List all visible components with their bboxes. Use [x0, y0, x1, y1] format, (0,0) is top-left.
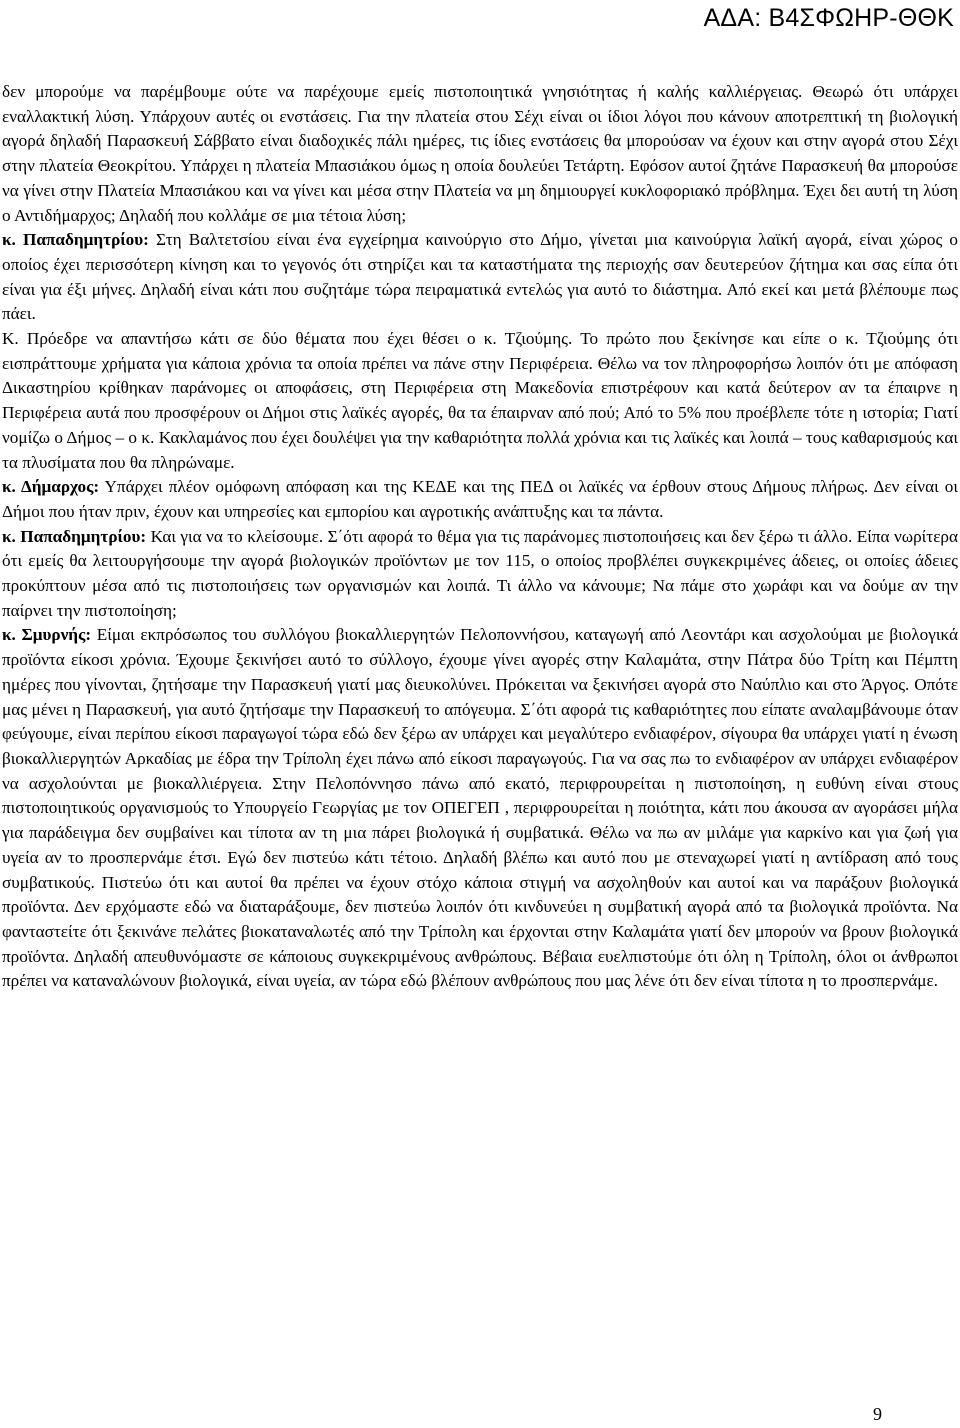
page-number: 9: [873, 1404, 882, 1424]
paragraph: [2, 475, 958, 524]
paragraph-text: δεν μπορούμε να παρέμβουμε ούτε να παρέχουμε εμείς πιστοποιητικά γνησιότητας ή καλής καλλιέργειας. Θεωρώ ότι υπάρχει εναλλακτική λύση. Υπάρχουν αυτές οι ενστάσεις. Για την πλατεία στου Σέχι είναι οι ίδιοι λόγοι που κάνουν αποτρεπτική τη βιολογική αγορά δηλαδή Παρασκευή Σάββατο είναι διαδοχικές πάλι ημέρες, τις ίδιες ενστάσεις θα μπορούσαν να έχουν και στην αγορά στου Σέχι στην πλατεία Θεοκρίτου. Υπάρχει η πλατεία Μπασιάκου όμως η οποία δουλεύει Τετάρτη. Εφόσον αυτοί ζητάνε Παρασκευή θα μπορούσε να γίνει στην Πλατεία Μπασιάκου και να γίνει και μέσα στην Πλατεία να μη δημιουργεί κυκλοφοριακό πρόβλημα. Έχει δει αυτή τη λύση ο Αντιδήμαρχος; Δηλαδή που κολλάμε σε μια τέτοια λύση;: [2, 82, 958, 225]
paragraph-text: Στη Βαλτετσίου είναι ένα εγχείρημα καινούργιο στο Δήμο, γίνεται μια καινούργια λαϊκή αγορά, είναι χώρος ο οποίος έχει περισσότερη κίνηση και το γεγονός ότι στηρίζει και τα καταστήματα της περιοχής σαν δευτερεύον ζήτημα και σας είπα ότι είναι για έξι μήνες. Δηλαδή είναι κάτι που συζητάμε τώρα πειραματικά εντελώς για αυτό το διάστημα. Από εκεί και μετά βλέπουμε πως πάει.: [2, 230, 959, 324]
paragraph: [2, 623, 958, 994]
paragraph: [2, 525, 958, 624]
paragraph-text: Κ. Πρόεδρε να απαντήσω κάτι σε δύο θέματα που έχει θέσει ο κ. Τζιούμης. Το πρώτο που ξεκίνησε και είπε ο κ. Τζιούμης ότι εισπράττουμε χρήματα για κάποια χρόνια τα οποία πρέπει να πάνε στην Περιφέρεια. Θέλω να τον πληροφορήσω λοιπόν ότι με απόφαση Δικαστηρίου κρίθηκαν παράνομες οι αποφάσεις, στη Περιφέρεια στη Μακεδονία επιστρέφουν και κατά δεύτερον αν τα έπαιρνε η Περιφέρεια αυτά που προσφέρουν οι Δήμοι στις λαϊκές αγορές, θα τα έπαιρναν από πού; Από το 5% που προέβλεπε τότε η ιστορία; Γιατί νομίζω ο Δήμος – ο κ. Κακλαμάνος που έχει δουλέψει για την καθαριότητα πολλά χρόνια και τις λαϊκές και λοιπά – τους καθαρισμούς και τα πλυσίματα που θα πληρώναμε.: [2, 329, 958, 472]
speaker-label: κ. Δήμαρχος:: [2, 477, 100, 497]
paragraph-text: Υπάρχει πλέον ομόφωνη απόφαση και της ΚΕΔΕ και της ΠΕΔ οι λαϊκές να έρθουν στους Δήμους πλήρως. Δεν είναι οι Δήμοι που ήταν πριν, έχουν και υπηρεσίες και εμπορίου και αγροτικής ανάπτυξης και τα πάντα.: [2, 477, 958, 521]
speaker-label: κ. Παπαδημητρίου:: [2, 526, 147, 546]
ada-header: ΑΔΑ: Β4ΣΦΩΗΡ-ΘΘΚ: [703, 4, 954, 32]
document-body: [2, 80, 958, 994]
paragraph: [2, 80, 958, 228]
paragraph-text: Είμαι εκπρόσωπος του συλλόγου βιοκαλλιεργητών Πελοποννήσου, καταγωγή από Λεοντάρι και ασχολούμαι με βιολογικά προϊόντα είκοσι χρόνια. Έχουμε ξεκινήσει αυτό το σύλλογο, έχουμε γίνει αγορές στην Καλαμάτα, στην Πάτρα δύο Τρίτη και Πέμπτη ημέρες που γίνονται, ζητήσαμε την Παρασκευή γιατί μας διευκολύνει. Πρόκειται να ξεκινήσει αγορά στο Ναύπλιο και στο Άργος. Οπότε μας μένει η Παρασκευή, για αυτό ζητήσαμε την Παρασκευή το απόγευμα. Σ΄ότι αφορά τις καθαριότητες που είπατε αναλαμβάνουμε όταν φεύγουμε, είναι περίπου είκοσι παραγωγοί τώρα εδώ δεν ξέρω αν υπάρχει και μεγαλύτερο ενδιαφέρον, σίγουρα θα υπάρχει γιατί η ένωση βιοκαλλιεργητών Αρκαδίας με έδρα την Τρίπολη έχει πάνω από είκοσι παραγωγούς. Για να σας πω το ενδιαφέρον αν υπάρχει ενδιαφέρον να ασχολούνται με βιοκαλλιέργεια. Στην Πελοπόννησο πάνω από εκατό, περιφρουρείται η πιστοποίηση, η ευθύνη είναι στους πιστοποιητικούς οργανισμούς το Υπουργείο Γεωργίας με τον ΟΠΕΓΕΠ , περιφρουρείται η ποιότητα, κάτι που άκουσα αν αγοράσει μήλα για παράδειγμα δεν συμβαίνει και τίποτα αν τη μια πάρει βιολογικά ή συμβατικά. Θέλω να πω αν μιλάμε για καρκίνο και για ζωή για υγεία αν το προσπερνάμε έτσι. Εγώ δεν πιστεύω κάτι τέτοιο. Δηλαδή βλέπω και αυτό που με στεναχωρεί γιατί η αντίδραση από τους συμβατικούς. Πιστεύω ότι και αυτοί θα πρέπει να έχουν στόχο κάποια στιγμή να ασχοληθούν και αυτοί και να παράξουν βιολογικά προϊόντα. Δεν ερχόμαστε εδώ να διαταράξουμε, δεν πιστεύω λοιπόν ότι κινδυνεύει η συμβατική αγορά από τα βιολογικά προϊόντα. Να φανταστείτε ότι ξεκινάνε πελάτες βιοκαταναλωτές από την Τρίπολη και έρχονται στην Καλαμάτα γιατί δεν μπορούν να βρουν βιολογικά προϊόντα. Δηλαδή απευθυνόμαστε σε κάποιους συγκεκριμένους ανθρώπους. Βέβαια ευελπιστούμε ότι όλη η Τρίπολη, όλοι οι άνθρωποι πρέπει να καταναλώνουν βιολογικά, είναι υγεία, αν τώρα εδώ βλέπουν ανθρώπους που μας λένε ότι δεν είναι τίποτα η το προσπερνάμε.: [2, 625, 958, 991]
paragraph: [2, 327, 958, 475]
speaker-label: κ. Παπαδημητρίου:: [2, 230, 149, 250]
paragraph: [2, 228, 958, 327]
speaker-label: κ. Σμυρνής:: [2, 625, 92, 645]
paragraph-text: Και για να το κλείσουμε. Σ΄ότι αφορά το θέμα για τις παράνομες πιστοποιήσεις και δεν ξέρω τι άλλο. Είπα νωρίτερα ότι εμείς θα λειτουργήσουμε την αγορά βιολογικών προϊόντων με τον 115, ο οποίος προβλέπει συγκεκριμένες άδειες, οι οποίες άδειες προκύπτουν μέσα από τις πιστοποιήσεις των οργανισμών και λοιπά. Τι άλλο να κάνουμε; Να πάμε στο χωράφι και να δούμε αν την παίρνει την πιστοποίηση;: [2, 526, 958, 620]
